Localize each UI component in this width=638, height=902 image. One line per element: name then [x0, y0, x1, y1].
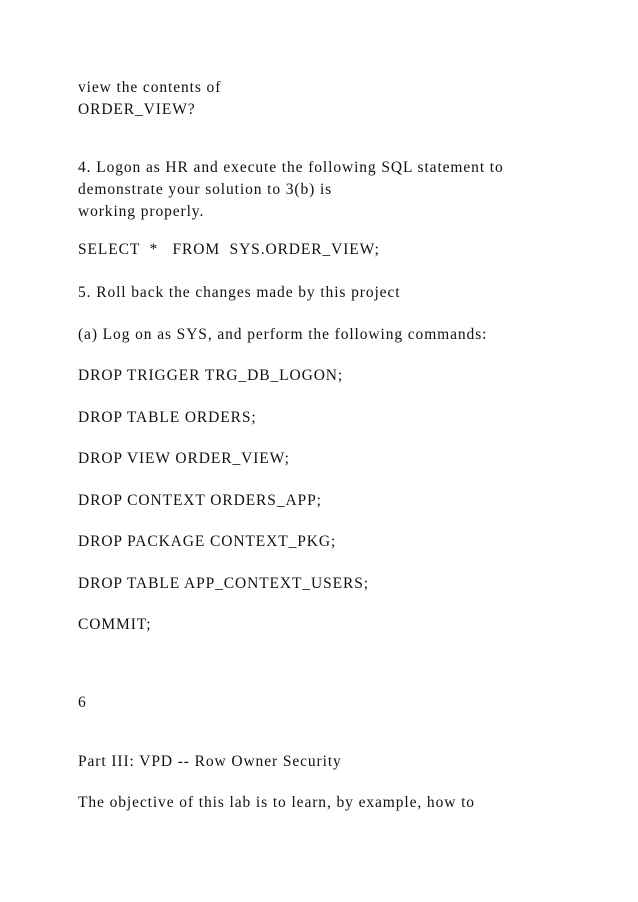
page-number: 6 [78, 694, 87, 711]
text-line: (a) Log on as SYS, and perform the following commands: [78, 326, 488, 343]
text-line: working properly. [78, 203, 205, 220]
sql-statement: DROP CONTEXT ORDERS_APP; [78, 492, 322, 509]
text-line: 5. Roll back the changes made by this project [78, 284, 401, 301]
text-line: view the contents of [78, 79, 222, 96]
sql-statement: SELECT * FROM SYS.ORDER_VIEW; [78, 241, 380, 258]
sql-statement: DROP VIEW ORDER_VIEW; [78, 450, 290, 467]
text-line: 4. Logon as HR and execute the following SQL statement to [78, 159, 504, 176]
sql-statement: DROP TRIGGER TRG_DB_LOGON; [78, 367, 344, 384]
sql-statement: DROP TABLE ORDERS; [78, 409, 257, 426]
sql-statement: DROP TABLE APP_CONTEXT_USERS; [78, 575, 369, 592]
section-heading: Part III: VPD -- Row Owner Security [78, 753, 342, 770]
sql-statement: DROP PACKAGE CONTEXT_PKG; [78, 533, 337, 550]
text-line: The objective of this lab is to learn, by example, how to [78, 794, 475, 811]
text-line: demonstrate your solution to 3(b) is [78, 181, 333, 198]
sql-statement: COMMIT; [78, 616, 152, 633]
text-line: ORDER_VIEW? [78, 101, 196, 118]
